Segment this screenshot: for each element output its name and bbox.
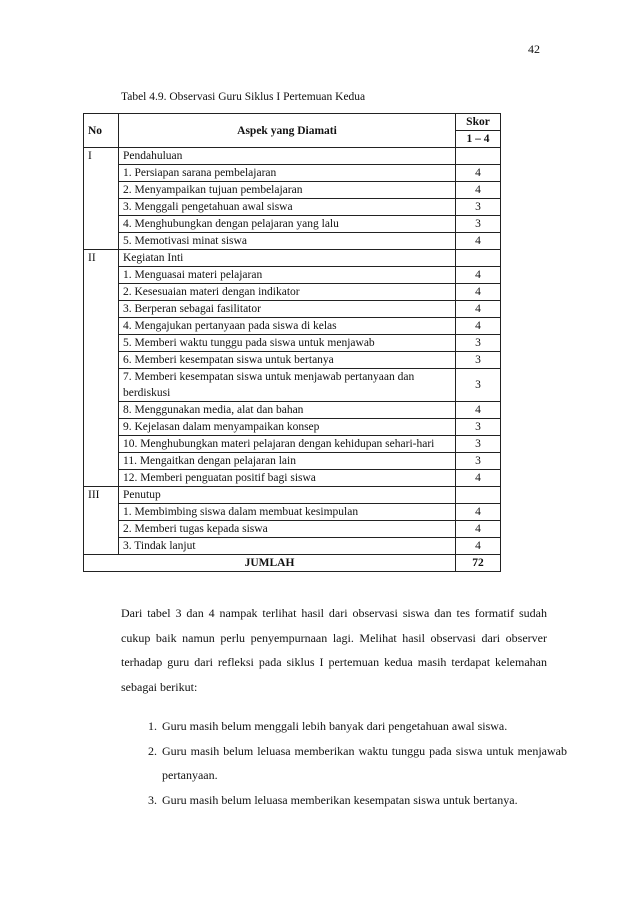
table-row	[84, 301, 501, 318]
aspect-score: 3	[456, 369, 501, 402]
aspect-text: 3. Tindak lanjut	[119, 538, 456, 555]
aspect-score: 4	[456, 402, 501, 419]
table-row	[84, 182, 501, 199]
table-row	[84, 402, 501, 419]
table-row	[84, 453, 501, 470]
table-row	[84, 165, 501, 182]
aspect-text: 2. Kesesuaian materi dengan indikator	[119, 284, 456, 301]
table-row	[84, 521, 501, 538]
header-aspect: Aspek yang Diamati	[119, 114, 456, 148]
section-row	[84, 148, 501, 165]
aspect-text: 12. Memberi penguatan positif bagi siswa	[119, 470, 456, 487]
table-row	[84, 199, 501, 216]
aspect-score: 3	[456, 216, 501, 233]
section-number: III	[84, 487, 119, 555]
section-score-empty	[456, 487, 501, 504]
aspect-score: 4	[456, 165, 501, 182]
aspect-text: 1. Persiapan sarana pembelajaran	[119, 165, 456, 182]
section-row	[84, 487, 501, 504]
aspect-text: 1. Menguasai materi pelajaran	[119, 267, 456, 284]
section-title: Kegiatan Inti	[119, 250, 456, 267]
table-row	[84, 267, 501, 284]
aspect-text: 6. Memberi kesempatan siswa untuk bertanya	[119, 352, 456, 369]
aspect-text: 5. Memberi waktu tunggu pada siswa untuk menjawab	[119, 335, 456, 352]
total-value: 72	[456, 555, 501, 572]
aspect-score: 4	[456, 284, 501, 301]
aspect-text: 10. Menghubungkan materi pelajaran dengan kehidupan sehari-hari	[119, 436, 456, 453]
aspect-text: 5. Memotivasi minat siswa	[119, 233, 456, 250]
aspect-text: 11. Mengaitkan dengan pelajaran lain	[119, 453, 456, 470]
table-caption: Tabel 4.9. Observasi Guru Siklus I Pertemuan Kedua	[121, 91, 366, 103]
aspect-score: 3	[456, 352, 501, 369]
table-row	[84, 504, 501, 521]
section-score-empty	[456, 148, 501, 165]
list-item: 2. Guru masih belum leluasa memberikan waktu tunggu pada siswa untuk menjawab pertanyaan.	[160, 739, 567, 788]
section-title: Pendahuluan	[119, 148, 456, 165]
table-row	[84, 538, 501, 555]
aspect-score: 4	[456, 267, 501, 284]
aspect-score: 4	[456, 470, 501, 487]
table-row	[84, 216, 501, 233]
aspect-text: 2. Memberi tugas kepada siswa	[119, 521, 456, 538]
aspect-text: 2. Menyampaikan tujuan pembelajaran	[119, 182, 456, 199]
aspect-score: 4	[456, 504, 501, 521]
page-number: 42	[528, 42, 540, 56]
weakness-list	[140, 714, 567, 812]
section-row	[84, 250, 501, 267]
table-row	[84, 436, 501, 453]
section-number: II	[84, 250, 119, 487]
aspect-score: 4	[456, 301, 501, 318]
total-label: JUMLAH	[84, 555, 456, 572]
aspect-text: 4. Mengajukan pertanyaan pada siswa di kelas	[119, 318, 456, 335]
header-no: No	[84, 114, 119, 148]
section-score-empty	[456, 250, 501, 267]
table-row	[84, 419, 501, 436]
aspect-score: 3	[456, 453, 501, 470]
table-row	[84, 352, 501, 369]
aspect-score: 3	[456, 335, 501, 352]
body-paragraph: Dari tabel 3 dan 4 nampak terlihat hasil dari observasi siswa dan tes formatif sudah cukup baik namun perlu penyempurnaan lagi. Melihat hasil observasi dari observer terhadap guru dari refleksi pada siklus I pertemuan kedua masih terdapat kelemahan sebagai berikut:	[121, 606, 547, 694]
section-number: I	[84, 148, 119, 250]
aspect-score: 4	[456, 521, 501, 538]
header-score: Skor	[456, 114, 501, 131]
list-item: 1. Guru masih belum menggali lebih banyak dari pengetahuan awal siswa.	[160, 714, 567, 739]
aspect-score: 4	[456, 233, 501, 250]
aspect-text: 3. Berperan sebagai fasilitator	[119, 301, 456, 318]
aspect-text: 7. Memberi kesempatan siswa untuk menjawab pertanyaan dan berdiskusi	[119, 369, 456, 402]
table-row	[84, 470, 501, 487]
observation-table	[83, 113, 501, 572]
aspect-score: 4	[456, 538, 501, 555]
aspect-text: 4. Menghubungkan dengan pelajaran yang lalu	[119, 216, 456, 233]
aspect-score: 3	[456, 436, 501, 453]
aspect-text: 9. Kejelasan dalam menyampaikan konsep	[119, 419, 456, 436]
aspect-score: 3	[456, 419, 501, 436]
table-body	[84, 148, 501, 555]
table-row	[84, 233, 501, 250]
list-item: 3. Guru masih belum leluasa memberikan kesempatan siswa untuk bertanya.	[160, 788, 567, 813]
total-row	[84, 555, 501, 572]
section-title: Penutup	[119, 487, 456, 504]
aspect-score: 3	[456, 199, 501, 216]
table-row	[84, 284, 501, 301]
aspect-score: 4	[456, 182, 501, 199]
header-score-range: 1 – 4	[456, 131, 501, 148]
table-row	[84, 369, 501, 402]
table-row	[84, 318, 501, 335]
aspect-text: 1. Membimbing siswa dalam membuat kesimpulan	[119, 504, 456, 521]
aspect-text: 3. Menggali pengetahuan awal siswa	[119, 199, 456, 216]
aspect-score: 4	[456, 318, 501, 335]
table-row	[84, 335, 501, 352]
aspect-text: 8. Menggunakan media, alat dan bahan	[119, 402, 456, 419]
